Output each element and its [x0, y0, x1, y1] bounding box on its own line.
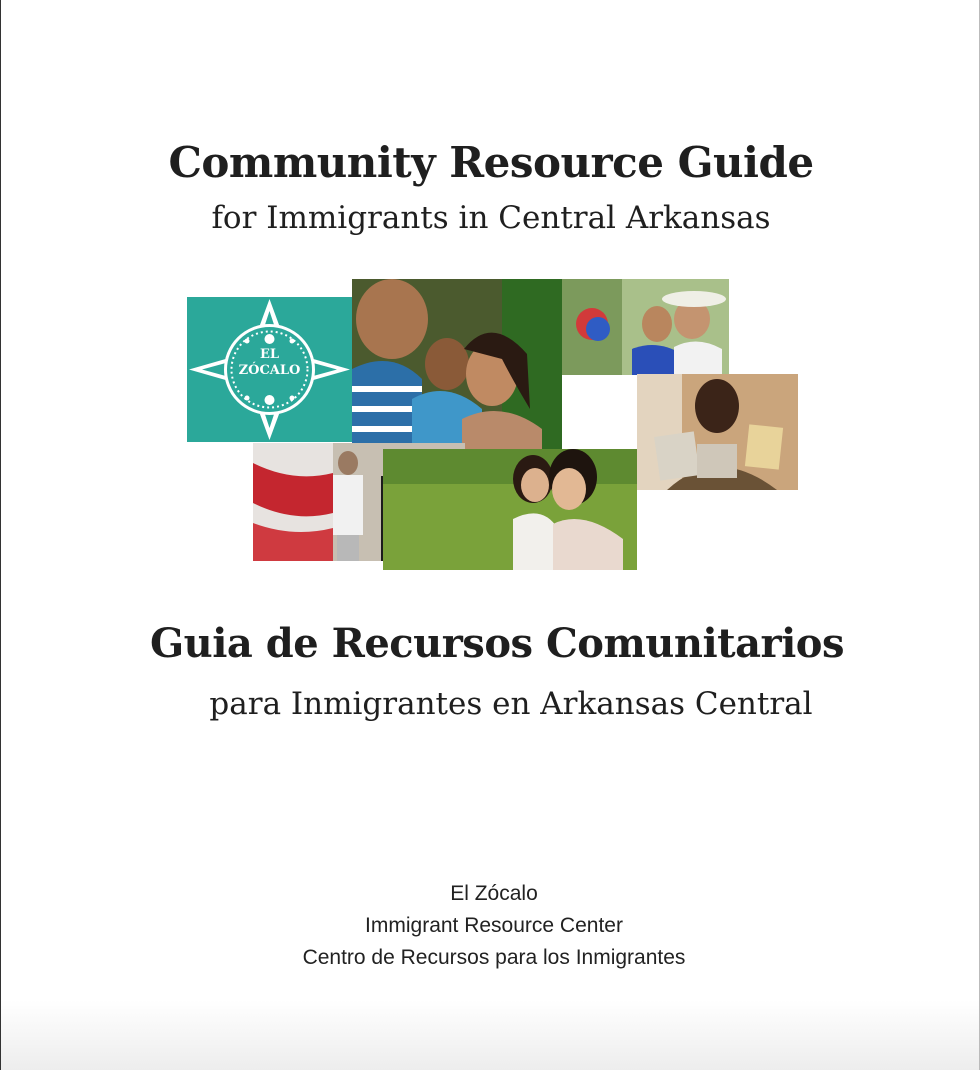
org-subtitle-en: Immigrant Resource Center — [365, 914, 623, 937]
man-boy-illustration — [562, 279, 729, 375]
photo-man-and-boy — [562, 279, 729, 375]
photo-family — [352, 279, 562, 449]
photo-mother-and-child — [383, 449, 637, 570]
page-subtitle-spanish: para Inmigrantes en Arkansas Central — [209, 686, 813, 722]
organization-info — [1, 878, 980, 974]
logo-text-line1: EL — [259, 347, 280, 362]
man-photos-illustration — [637, 374, 798, 490]
org-subtitle-es: Centro de Recursos para los Inmigrantes — [302, 946, 686, 969]
photo-man-holding-pictures — [637, 374, 798, 490]
page-subtitle: for Immigrants in Central Arkansas — [211, 200, 771, 236]
page-title-spanish: Guia de Recursos Comunitarios — [149, 620, 845, 667]
family-illustration — [352, 279, 562, 449]
org-name: El Zócalo — [450, 882, 538, 905]
page-title: Community Resource Guide — [168, 138, 814, 187]
mother-child-illustration — [383, 449, 637, 570]
el-zocalo-logo — [187, 297, 352, 442]
logo-text-line2: ZÓCALO — [238, 363, 301, 378]
